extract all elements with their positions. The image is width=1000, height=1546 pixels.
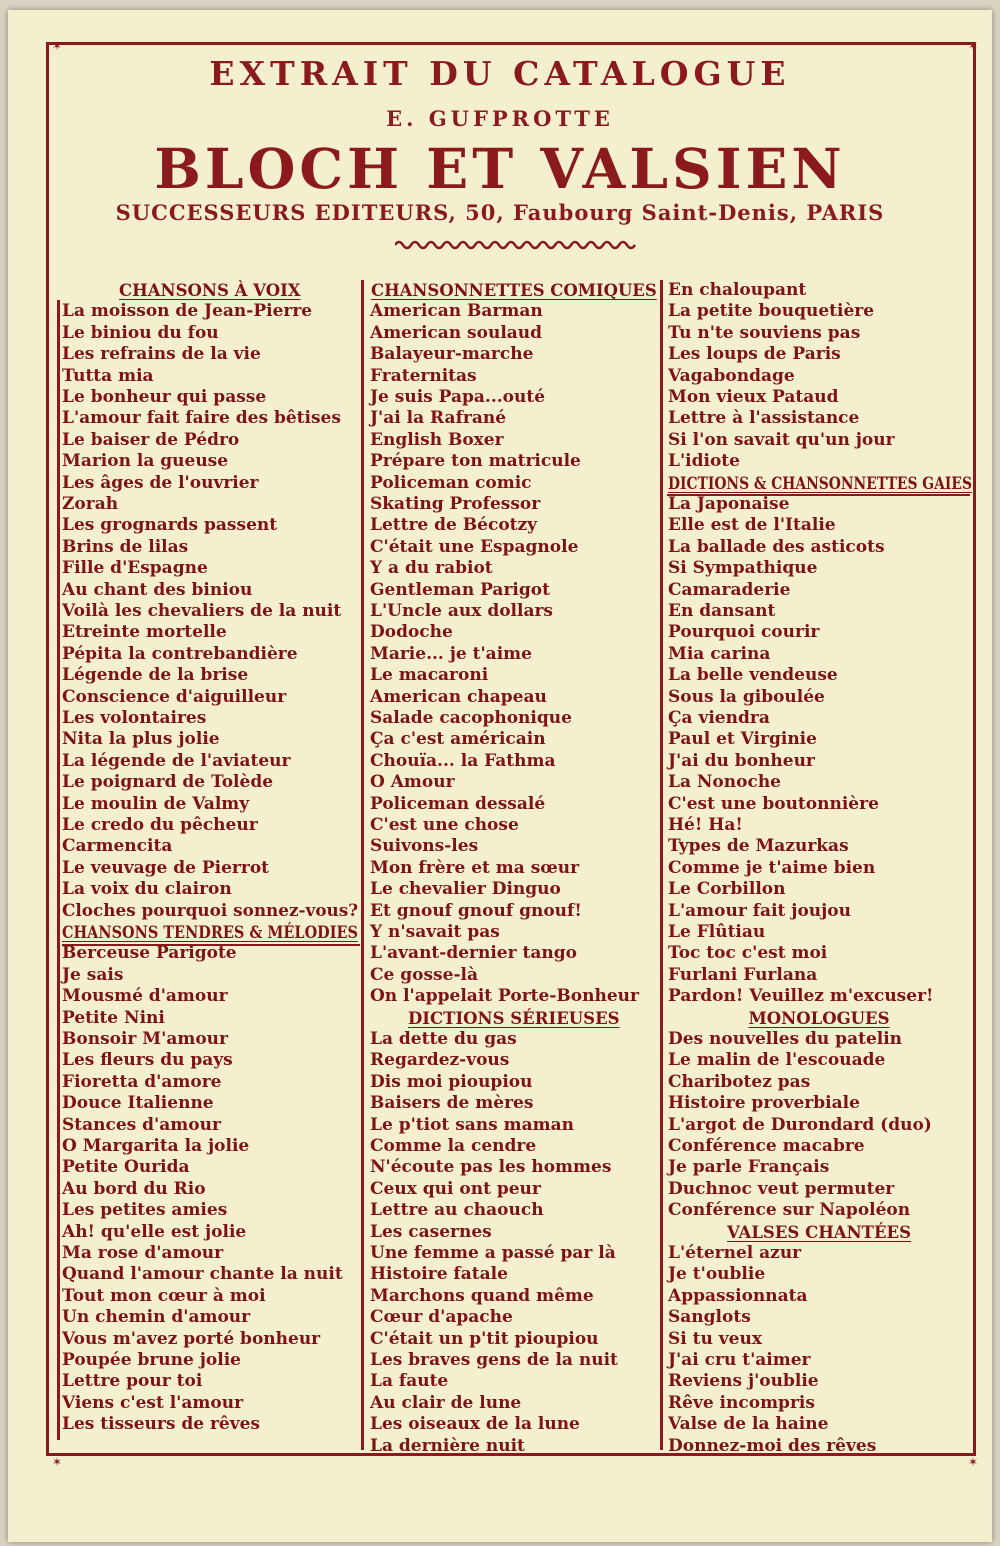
corner-star-icon: ✶ [52, 1455, 63, 1469]
song-title: Furlani Furlana [668, 964, 818, 985]
song-title: La légende de l'aviateur [62, 750, 291, 771]
song-title: Appassionnata [668, 1285, 808, 1306]
song-title: Le poignard de Tolède [62, 772, 274, 793]
song-title: Je sais [62, 964, 124, 985]
song-title: Fraternitas [370, 365, 477, 386]
song-title: Lettre au chaouch [370, 1200, 544, 1221]
song-title: Gentleman Parigot [370, 579, 550, 600]
song-title: Vous m'avez porté bonheur [62, 1328, 321, 1349]
song-title: La Japonaise [668, 494, 790, 514]
song-title: Les tisseurs de rêves [62, 1414, 260, 1435]
section-heading: MONOLOGUES [748, 1008, 890, 1028]
song-title: J'ai du bonheur [668, 750, 815, 771]
song-title: Je suis Papa...outé [370, 387, 546, 407]
song-title: Les petites amies [62, 1200, 228, 1221]
column-divider-2 [660, 280, 663, 1450]
song-title: Policeman dessalé [370, 793, 546, 814]
song-title: Cœur d'apache [370, 1307, 513, 1328]
song-title: Le baiser de Pédro [62, 429, 240, 450]
song-title: Ma rose d'amour [62, 1243, 224, 1263]
song-title: Petite Nini [62, 1007, 165, 1028]
song-title: C'est une boutonnière [668, 793, 879, 814]
song-title: Légende de la brise [62, 665, 249, 686]
song-title: Si l'on savait qu'un jour [668, 429, 895, 450]
song-title: Pourquoi courir [668, 622, 820, 643]
song-title: Berceuse Parigote [62, 943, 237, 964]
song-title: Duchnoc veut permuter [668, 1178, 895, 1199]
song-title: Charibotez pas [668, 1071, 811, 1092]
song-title: Les casernes [370, 1221, 492, 1242]
song-title: Mia carina [668, 643, 771, 664]
song-title: Les volontaires [62, 708, 207, 728]
song-title: Au chant des biniou [62, 579, 253, 600]
song-title: La dernière nuit [370, 1435, 525, 1456]
song-title: La ballade des asticots [668, 536, 885, 557]
song-title: Fille d'Espagne [62, 558, 208, 579]
song-title: La dette du gas [370, 1029, 517, 1049]
song-title: Chouïa... la Fathma [370, 750, 556, 771]
song-title: Le veuvage de Pierrot [62, 857, 270, 878]
predecessor-name: E. GUFPROTTE [386, 106, 614, 131]
song-title: Mousmé d'amour [62, 986, 228, 1007]
song-title: Bonsoir M'amour [62, 1029, 228, 1049]
song-title: Y n'savait pas [370, 922, 500, 942]
song-title: Le p'tiot sans maman [370, 1114, 574, 1135]
song-title: Etreinte mortelle [62, 622, 227, 643]
column-divider-left [57, 300, 60, 1440]
section-heading: CHANSONS À VOIX [119, 281, 301, 300]
song-title: Sous la giboulée [668, 686, 825, 707]
song-title: Un chemin d'amour [62, 1307, 251, 1328]
song-title: La petite bouquetière [668, 301, 875, 322]
song-title: C'était un p'tit pioupiou [370, 1328, 599, 1349]
song-title: Skating Professor [370, 494, 541, 514]
song-title: Carmencita [62, 836, 173, 857]
song-title: Dis moi pioupiou [370, 1071, 533, 1092]
corner-star-icon: ✶ [968, 39, 979, 53]
song-title: La moisson de Jean-Pierre [62, 301, 313, 322]
song-title: On l'appelait Porte-Bonheur [370, 986, 639, 1007]
song-title: Histoire fatale [370, 1264, 508, 1285]
corner-star-icon: ✶ [52, 39, 63, 53]
song-title: Marion la gueuse [62, 451, 229, 472]
song-title: Le credo du pêcheur [62, 815, 258, 835]
song-title: Tu n'te souviens pas [668, 322, 861, 343]
song-title: Balayeur-marche [370, 344, 534, 365]
song-title: Regardez-vous [370, 1050, 510, 1071]
song-title: Prépare ton matricule [370, 451, 581, 472]
song-title: C'était une Espagnole [370, 536, 579, 557]
song-title: La Nonoche [668, 772, 781, 793]
song-title: Lettre à l'assistance [668, 408, 860, 429]
publisher-address: SUCCESSEURS EDITEURS, 50, Faubourg Saint-Denis, PARIS [115, 200, 885, 225]
song-title: Ce gosse-là [370, 964, 478, 985]
song-title: Pépita la contrebandière [62, 643, 298, 664]
song-title: Lettre de Bécotzy [370, 515, 538, 536]
song-title: Dodoche [370, 622, 453, 643]
song-title: L'avant-dernier tango [370, 943, 577, 964]
song-title: Types de Mazurkas [668, 836, 849, 857]
song-title: Lettre pour toi [62, 1371, 203, 1392]
song-title: Valse de la haine [668, 1414, 829, 1435]
catalogue-title: EXTRAIT DU CATALOGUE [209, 54, 791, 93]
song-title: J'ai cru t'aimer [668, 1350, 811, 1370]
wavy-divider [395, 238, 640, 252]
section-heading: DICTIONS SÉRIEUSES [408, 1008, 620, 1028]
song-title: Les loups de Paris [668, 344, 841, 365]
song-title: L'idiote [668, 451, 740, 472]
song-title: Le moulin de Valmy [62, 793, 250, 814]
song-title: Les braves gens de la nuit [370, 1350, 618, 1370]
song-title: Quand l'amour chante la nuit [62, 1264, 343, 1285]
song-title: American soulaud [370, 322, 543, 343]
song-title: Marie... je t'aime [370, 643, 532, 664]
song-title: Le bonheur qui passe [62, 387, 267, 407]
song-title: Une femme a passé par là [370, 1243, 616, 1263]
song-title: Hé! Ha! [668, 815, 743, 835]
section-heading: DICTIONS & CHANSONNETTES GAIES [668, 473, 972, 493]
song-title: American Barman [370, 301, 543, 322]
song-title: Le macaroni [370, 665, 489, 686]
song-title: Toc toc c'est moi [668, 943, 828, 964]
section-heading: CHANSONS TENDRES & MÉLODIES [62, 923, 358, 942]
song-title: C'est une chose [370, 815, 519, 835]
song-title: Camaraderie [668, 579, 791, 600]
song-title: En chaloupant [668, 280, 807, 300]
song-title: Paul et Virginie [668, 729, 817, 750]
song-title: Viens c'est l'amour [62, 1392, 244, 1413]
song-title: Poupée brune jolie [62, 1350, 241, 1370]
song-title: Salade cacophonique [370, 708, 572, 728]
song-title: Le Corbillon [668, 879, 786, 900]
song-title: L'amour fait faire des bêtises [62, 408, 341, 429]
song-title: Ah! qu'elle est jolie [62, 1221, 247, 1242]
song-title: Le Flûtiau [668, 922, 766, 942]
song-title: Les oiseaux de la lune [370, 1414, 580, 1435]
song-title: Brins de lilas [62, 536, 189, 557]
song-title: Nita la plus jolie [62, 729, 220, 750]
song-title: Sanglots [668, 1307, 751, 1328]
song-title: Le malin de l'escouade [668, 1050, 886, 1071]
section-heading: CHANSONNETTES COMIQUES [370, 281, 657, 300]
song-title: Cloches pourquoi sonnez-vous? [62, 900, 359, 921]
song-title: Elle est de l'Italie [668, 515, 836, 536]
corner-star-icon: ✶ [968, 1455, 979, 1469]
song-title: Conférence macabre [668, 1136, 865, 1156]
song-title: L'Uncle aux dollars [370, 601, 553, 621]
song-title: La belle vendeuse [668, 665, 838, 686]
song-title: Suivons-les [370, 836, 479, 857]
song-title: N'écoute pas les hommes [370, 1157, 612, 1178]
song-title: Y a du rabiot [370, 558, 493, 579]
song-title: Conférence sur Napoléon [668, 1200, 911, 1221]
song-title: Je parle Français [668, 1157, 830, 1178]
song-title: La voix du clairon [62, 879, 232, 900]
song-title: Marchons quand même [370, 1285, 594, 1306]
song-title: Pardon! Veuillez m'excuser! [668, 986, 934, 1007]
song-title: Policeman comic [370, 472, 532, 493]
song-title: Je t'oublie [668, 1264, 766, 1285]
song-title: Donnez-moi des rêves [668, 1435, 877, 1456]
song-title: Mon vieux Pataud [668, 387, 839, 407]
song-title: Les âges de l'ouvrier [62, 472, 259, 493]
song-title: Zorah [62, 494, 119, 514]
section-heading: VALSES CHANTÉES [727, 1222, 912, 1242]
song-title: O Margarita la jolie [62, 1136, 250, 1156]
song-title: En dansant [668, 601, 776, 621]
song-title: English Boxer [370, 429, 504, 450]
song-title: Fioretta d'amore [62, 1071, 222, 1092]
song-title: Tutta mia [62, 365, 154, 386]
song-title: Petite Ourida [62, 1157, 190, 1178]
song-title: Vagabondage [668, 365, 795, 386]
song-title: Ceux qui ont peur [370, 1178, 541, 1199]
song-title: Rêve incompris [668, 1392, 815, 1413]
song-title: Douce Italienne [62, 1093, 214, 1114]
song-title: Ça viendra [668, 708, 770, 728]
song-title: Reviens j'oublie [668, 1371, 819, 1392]
song-title: Les fleurs du pays [62, 1050, 233, 1071]
song-title: Comme la cendre [370, 1136, 537, 1156]
song-title: Des nouvelles du patelin [668, 1029, 903, 1049]
song-title: Ça c'est américain [370, 729, 546, 750]
song-title: Les grognards passent [62, 515, 278, 536]
song-title: Si tu veux [668, 1328, 762, 1349]
song-title: L'éternel azur [668, 1243, 802, 1263]
song-title: J'ai la Rafrané [370, 408, 507, 429]
song-title: Comme je t'aime bien [668, 857, 876, 878]
song-title: Le chevalier Dinguo [370, 879, 561, 900]
song-title: American chapeau [370, 686, 547, 707]
song-title: L'amour fait joujou [668, 900, 851, 921]
song-title: O Amour [370, 772, 455, 793]
column-divider-1 [361, 280, 364, 1450]
song-title: L'argot de Durondard (duo) [668, 1114, 932, 1135]
song-title: Tout mon cœur à moi [62, 1285, 266, 1306]
song-title: Histoire proverbiale [668, 1093, 860, 1114]
song-title: Au bord du Rio [62, 1178, 206, 1199]
song-title: Voilà les chevaliers de la nuit [62, 601, 342, 621]
song-title: Le biniou du fou [62, 322, 219, 343]
song-title: Les refrains de la vie [62, 344, 261, 365]
song-title: La faute [370, 1371, 449, 1392]
song-title: Mon frère et ma sœur [370, 857, 580, 878]
song-title: Au clair de lune [370, 1392, 522, 1413]
song-title: Baisers de mères [370, 1093, 534, 1114]
publisher-name: BLOCH ET VALSIEN [154, 136, 846, 201]
song-title: Si Sympathique [668, 558, 818, 579]
song-title: Conscience d'aiguilleur [62, 686, 287, 707]
song-title: Et gnouf gnouf gnouf! [370, 900, 582, 921]
song-title: Stances d'amour [62, 1114, 221, 1135]
